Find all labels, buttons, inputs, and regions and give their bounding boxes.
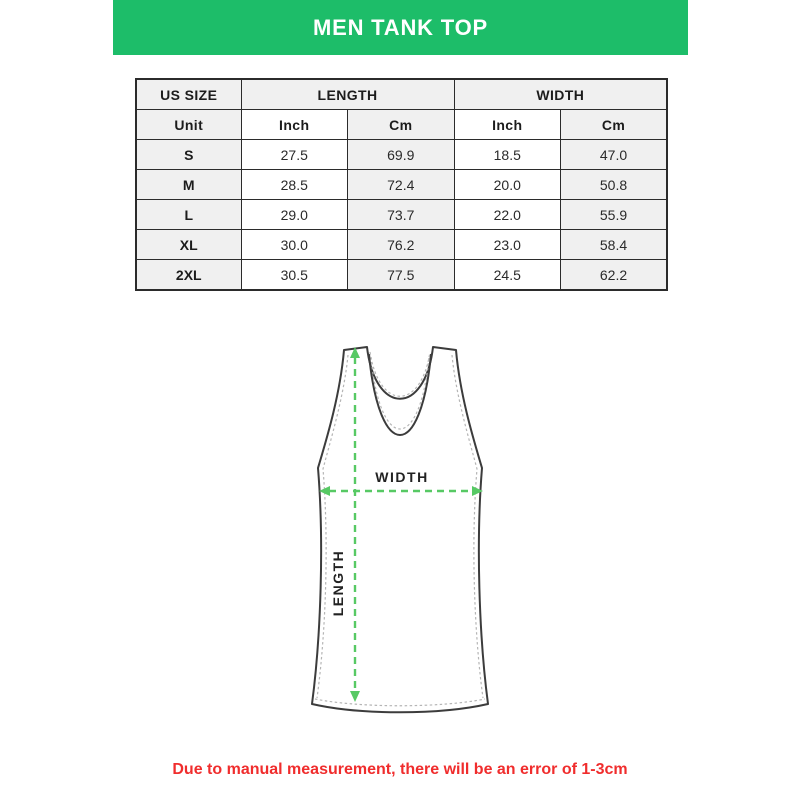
width-inch-cell: 20.0 xyxy=(454,170,561,200)
length-inch-cell: 28.5 xyxy=(241,170,348,200)
length-cm-cell: 73.7 xyxy=(348,200,455,230)
size-cell: L xyxy=(136,200,241,230)
length-inch-cell: 29.0 xyxy=(241,200,348,230)
width-inch-cell: 23.0 xyxy=(454,230,561,260)
col-header-unit: Unit xyxy=(136,110,241,140)
table-header-row-1 xyxy=(136,79,667,110)
width-inch-cell: 18.5 xyxy=(454,140,561,170)
length-inch-cell: 30.5 xyxy=(241,260,348,291)
size-cell: 2XL xyxy=(136,260,241,291)
width-cm-cell: 47.0 xyxy=(561,140,668,170)
col-header-length: LENGTH xyxy=(241,79,454,110)
table-row xyxy=(136,170,667,200)
table-row xyxy=(136,260,667,291)
length-cm-cell: 76.2 xyxy=(348,230,455,260)
measurement-disclaimer: Due to manual measurement, there will be an error of 1-3cm xyxy=(172,761,628,778)
width-label: WIDTH xyxy=(375,469,429,485)
width-cm-cell: 58.4 xyxy=(561,230,668,260)
title-bar xyxy=(113,0,688,55)
width-inch-cell: 24.5 xyxy=(454,260,561,291)
length-label: LENGTH xyxy=(330,549,346,617)
width-cm-cell: 62.2 xyxy=(561,260,668,291)
length-inch-cell: 27.5 xyxy=(241,140,348,170)
col-header-length-cm: Cm xyxy=(348,110,455,140)
width-inch-cell: 22.0 xyxy=(454,200,561,230)
table-row xyxy=(136,140,667,170)
table-row xyxy=(136,230,667,260)
length-cm-cell: 72.4 xyxy=(348,170,455,200)
size-cell: XL xyxy=(136,230,241,260)
col-header-width-inch: Inch xyxy=(454,110,561,140)
tank-top-illustration xyxy=(290,341,510,715)
col-header-width-cm: Cm xyxy=(561,110,668,140)
length-inch-cell: 30.0 xyxy=(241,230,348,260)
col-header-width: WIDTH xyxy=(454,79,667,110)
tank-top-diagram xyxy=(290,341,510,715)
size-cell: S xyxy=(136,140,241,170)
size-table xyxy=(135,78,668,291)
page-title: MEN TANK TOP xyxy=(312,14,488,40)
width-cm-cell: 55.9 xyxy=(561,200,668,230)
col-header-us-size: US SIZE xyxy=(136,79,241,110)
length-cm-cell: 69.9 xyxy=(348,140,455,170)
table-header-row-2 xyxy=(136,110,667,140)
length-cm-cell: 77.5 xyxy=(348,260,455,291)
tank-outline xyxy=(312,347,488,712)
table-row xyxy=(136,200,667,230)
col-header-length-inch: Inch xyxy=(241,110,348,140)
width-cm-cell: 50.8 xyxy=(561,170,668,200)
size-cell: M xyxy=(136,170,241,200)
